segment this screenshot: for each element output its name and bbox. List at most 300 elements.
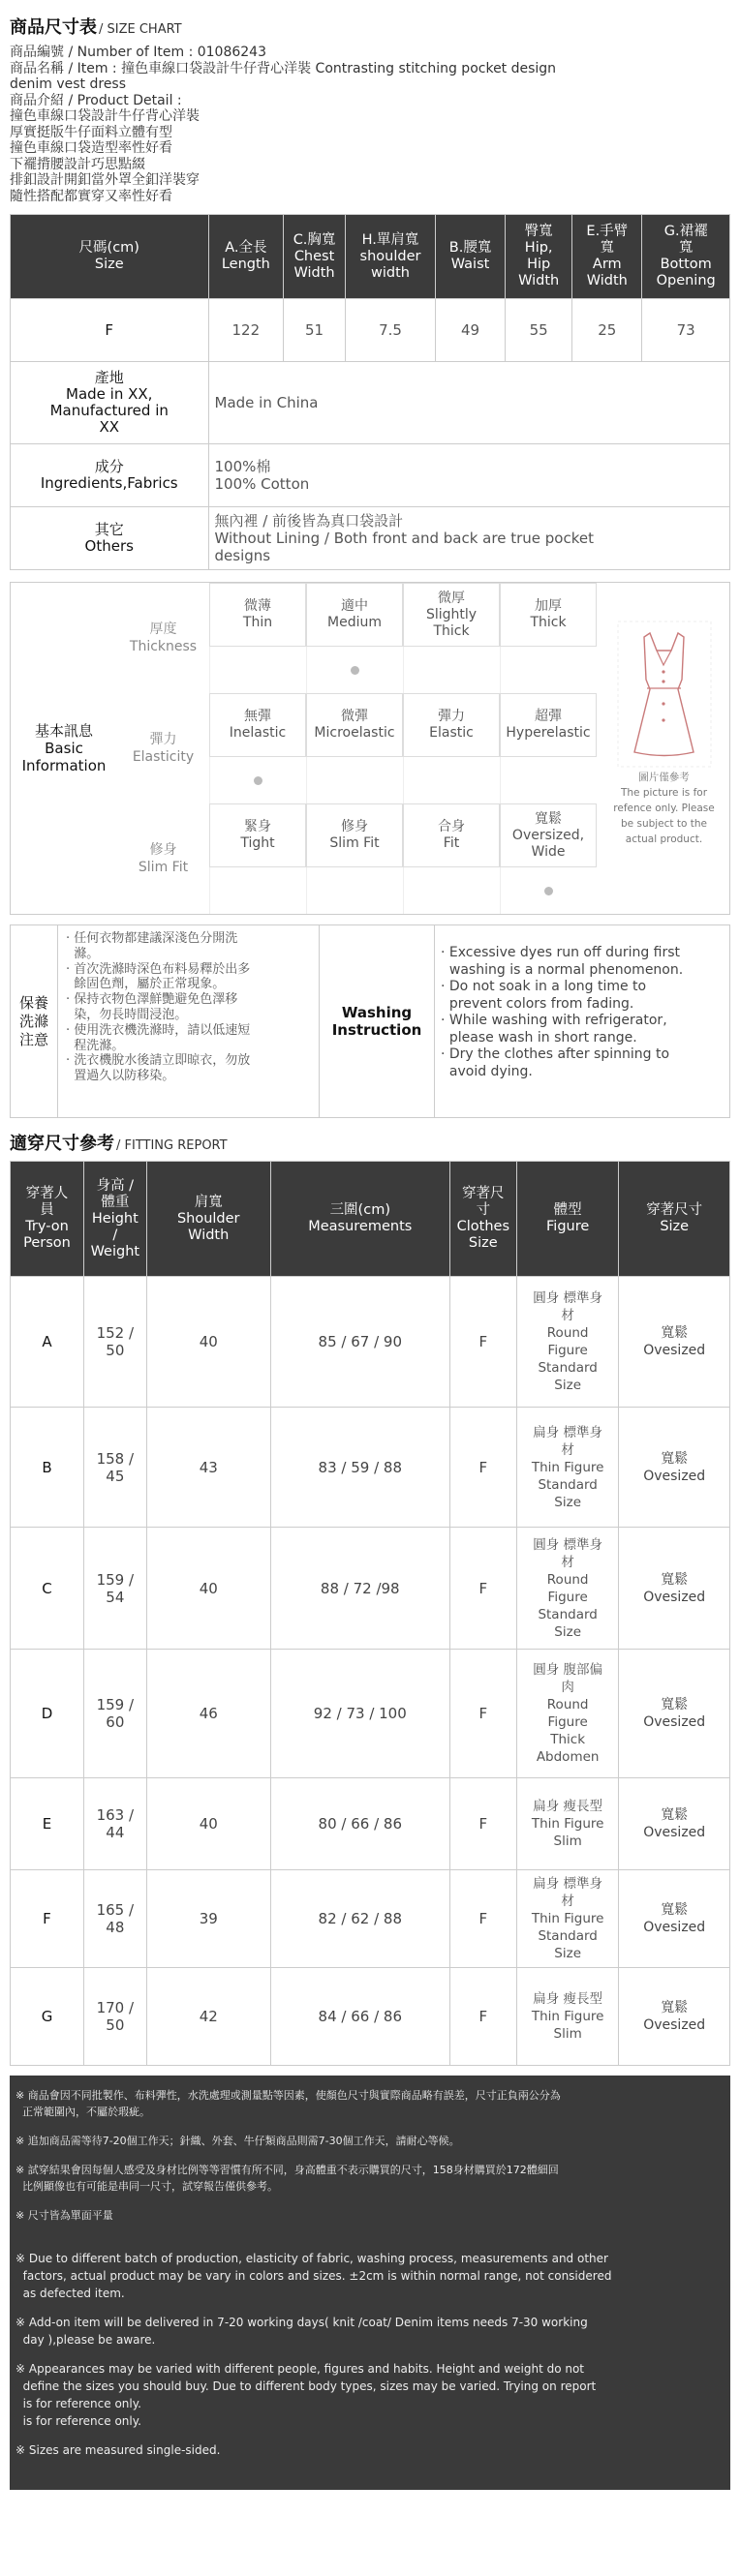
fitting-cell-text: Figure [547,1343,588,1358]
fitting-row [11,1778,730,1870]
fitting-cell-text: 扁身 瘦長型 [533,1991,603,2007]
fitting-header-cell [449,1162,516,1277]
size-header-text: Bottom [660,257,712,272]
fitting-cell [11,1778,84,1870]
fitting-header-text: Figure [546,1219,590,1234]
basic-info-panel [10,582,730,915]
size-header-text: Width [586,273,628,288]
fitting-cell [270,1968,449,2066]
fitting-cell-text: D [41,1705,53,1722]
size-header-text: Arm [592,257,622,272]
fitting-cell-text: 50 [106,1342,125,1359]
disclaimer-line: ※ 試穿結果會因每個人感受及身材比例等等習慣有所不同，身高體重不表示購買的尺寸，158身材購買於172體細回 [15,2164,559,2176]
fitting-header-text: 體型 [553,1202,582,1218]
attribute-option-text: Hyperelastic [506,725,591,741]
attribute-option-text: Tight [240,835,275,851]
fitting-header-text: 穿著尺 [462,1186,505,1201]
attribute-option-text: Elastic [429,725,474,741]
fitting-cell [619,1870,730,1968]
size-header-text: Length [221,257,270,272]
fitting-cell [516,1528,618,1650]
attribute-option [403,803,500,867]
size-label-cell: F [11,299,209,362]
fitting-cell-text: 50 [106,2016,125,2034]
size-header-text: 寬 [600,240,615,256]
fitting-cell-text: 84 / 66 / 86 [318,2008,402,2025]
size-table-row [11,299,730,362]
size-header-cell [436,215,506,299]
fitting-cell-text: 92 / 73 / 100 [313,1705,407,1722]
fitting-cell-text: 82 / 62 / 88 [318,1910,402,1927]
fitting-header-text: Clothes [456,1219,509,1234]
fitting-header-cell [270,1162,449,1277]
fitting-row [11,1408,730,1528]
fitting-cell-text: 扁身 瘦長型 [533,1799,603,1814]
fitting-cell-text: Round [546,1697,589,1712]
fitting-cell-text: Figure [547,1589,588,1605]
fitting-cell [516,1408,618,1528]
attribute-option [209,803,306,867]
disclaimer-line: ※ Add-on item will be delivered in 7-20 working days( knit /coat/ Denim items needs 7-30 working [15,2316,588,2329]
washing-panel [10,924,730,1118]
fitting-cell-text: Standard [538,1476,598,1493]
disclaimer-line: is for reference only. [15,2414,141,2428]
fitting-cell-text: 扁身 標準身 [533,1424,603,1440]
attribute-indicator-cell [209,647,306,693]
size-header-text: width [371,264,410,281]
fitting-cell [516,1968,618,2066]
fitting-cell-text: 圓身 腹部偏 [533,1662,603,1678]
attribute-option-text: 無彈 [244,709,271,724]
care-en-line: · Excessive dyes run off during first [441,945,681,960]
fitting-header-cell [84,1162,147,1277]
fitting-cell-text: 44 [106,1824,125,1841]
fitting-header-text: Size [468,1235,498,1251]
disclaimer-line: define the sizes you should buy. Due to different body types, sizes may be varied. Trying on report [15,2379,597,2393]
disclaimer-panel [10,2076,730,2490]
fitting-header-text: 寸 [476,1202,491,1218]
attribute-option-text: Thick [530,615,567,630]
product-info-line: 商品編號 / Number of Item : 01086243 [10,45,266,60]
fitting-cell [619,1650,730,1778]
size-value-cell: 122 [208,299,284,362]
fitting-cell-text: 159 / [96,1696,135,1713]
fitting-header-text: Weight [90,1243,140,1259]
attribute-label-text: 修身 [149,842,177,858]
care-zh-line: 程洗滌。 [66,1038,125,1053]
attribute-indicator-cell [500,867,597,914]
fitting-cell [619,1968,730,2066]
care-zh-line: 染，勿長時間浸泡。 [66,1007,188,1022]
attribute-indicator-cell [403,867,500,914]
disclaimer-line: as defected item. [15,2287,125,2300]
fitting-cell-text: Figure [547,1714,588,1730]
fitting-cell [449,1277,516,1408]
fitting-cell-text: Ovesized [643,1825,706,1840]
fitting-cell-text: Standard [538,1928,598,1944]
fitting-row [11,1650,730,1778]
attribute-option [209,693,306,757]
fitting-cell [619,1778,730,1870]
fitting-cell [146,1778,270,1870]
care-label-text: 注意 [18,1030,48,1048]
attribute-label [117,693,209,803]
size-chart-title-zh: 商品尺寸表 [10,17,97,38]
fitting-cell [516,1778,618,1870]
others-value-text: 無內裡 / 前後皆為真口袋設計 [214,512,404,530]
care-en-line: prevent colors from fading. [441,995,634,1012]
product-info-line: 撞色車線口袋造型率性好看 [10,140,172,156]
fitting-cell [449,1408,516,1528]
disclaimer-en-item [15,2250,723,2302]
care-en-line: · Dry the clothes after spinning to [441,1046,670,1062]
product-info-line: 隨性搭配都實穿又率性好看 [10,188,172,204]
fitting-cell [516,1277,618,1408]
product-info-line: 商品名稱 / Item : 撞色車線口袋設計牛仔背心洋裝 Contrasting stitching pocket design [10,60,557,76]
fitting-cell-text: 43 [199,1458,218,1476]
fitting-cell [84,1650,147,1778]
size-header-cell [642,215,730,299]
fitting-cell-text: 46 [199,1705,218,1722]
size-header-text: H.單肩寬 [361,231,419,248]
care-en-line: · Do not soak in a long time to [441,979,647,994]
care-en-line: · While washing with refrigerator, [441,1013,667,1028]
page [10,14,730,2490]
origin-label-text: Manufactured in [49,402,169,419]
others-label-text: 其它 [94,521,124,538]
attribute-option-text: 修身 [341,819,368,834]
fitting-cell-text: Slim [553,1834,582,1849]
origin-label [11,362,209,444]
others-value-text: Without Lining / Both front and back are true pocket [214,530,594,547]
fitting-cell-text: 材 [561,1308,574,1323]
product-info-line: 撞色車線口袋設計牛仔背心洋裝 [10,108,200,124]
fitting-cell-text: 寬鬆 [661,1450,689,1467]
fitting-header-text: Width [188,1227,230,1243]
origin-label-text: Made in XX, [66,385,153,403]
fitting-cell-text: C [42,1579,52,1597]
attribute-option-text: 適中 [341,598,368,614]
attribute-option-text: Wide [531,843,566,860]
fitting-header-text: Measurements [308,1219,413,1234]
fitting-row [11,1277,730,1408]
product-info [10,45,730,204]
fitting-cell-text: Size [554,1623,581,1640]
disclaimer-line: is for reference only. [15,2397,141,2410]
attribute-indicator-cell [306,647,403,693]
fitting-row [11,1528,730,1650]
attribute-option [306,583,403,647]
disclaimer-line: ※ Appearances may be varied with different people, figures and habits. Height and weight do not [15,2362,585,2376]
fitting-cell-text: 159 / [96,1570,135,1589]
picture-note-text: actual product. [625,833,703,845]
disclaimer-line: ※ Sizes are measured single-sided. [15,2443,221,2457]
care-zh-line: · 任何衣物都建議深淺色分開洗 [66,931,238,946]
basic-info-grid [117,583,597,914]
fitting-cell-text: Ovesized [643,1589,706,1605]
dress-sketch-area [597,583,731,914]
disclaimer-line: factors, actual product may be vary in colors and sizes. ±2cm is within normal range, not considered [15,2269,612,2283]
fitting-cell-text: 材 [561,1554,574,1570]
fitting-cell [146,1277,270,1408]
others-row [11,507,730,570]
size-header-text: Width [293,264,335,281]
attribute-option-text: Thick [433,622,470,639]
basic-label-text: Information [21,757,107,774]
fitting-cell-text: 40 [199,1815,218,1833]
fitting-cell [84,1870,147,1968]
fitting-cell-text: Thick [550,1732,586,1747]
picture-note-text: refence only. Please [613,803,715,814]
attribute-option [500,583,597,647]
fitting-cell-text: 152 / [96,1324,135,1342]
fitting-cell-text: 寬鬆 [661,2000,689,2015]
size-header-text: Size [94,257,124,272]
attribute-indicator-cell [306,757,403,803]
fitting-cell [270,1778,449,1870]
attribute-label [117,583,209,693]
attribute-option [500,803,597,867]
attribute-indicator-cell [500,757,597,803]
size-header-text: 寬 [678,240,694,256]
fitting-header-text: 穿著尺寸 [646,1202,703,1218]
disclaimer-zh-item [15,2087,723,2120]
care-zh-line: · 使用洗衣機洗滌時，請以低速短 [66,1022,251,1038]
size-value-cell: 51 [284,299,346,362]
attribute-label-text: 厚度 [149,621,177,637]
size-header-text: Hip [527,257,551,272]
care-en-list [435,925,731,1117]
fitting-cell-text: 85 / 67 / 90 [318,1333,402,1350]
origin-row [11,362,730,444]
fitting-row [11,1870,730,1968]
care-en-line: avoid dying. [441,1063,533,1079]
attribute-option-text: 微薄 [244,598,271,614]
attribute-option-text: Microelastic [314,725,395,741]
size-header-text: C.胸寬 [293,231,336,248]
size-value-cell: 55 [506,299,572,362]
basic-label-text: 基本訊息 [34,722,93,740]
size-value-cell: 7.5 [345,299,435,362]
selected-dot-icon [544,887,553,895]
fitting-cell-text: Abdomen [536,1749,600,1765]
disclaimer-line: ※ 尺寸皆為單面平量 [15,2209,113,2222]
attribute-option [403,583,500,647]
fitting-cell [11,1408,84,1528]
disclaimer-line: 比例顯像也有可能是串同一尺寸，試穿報告僅供參考。 [15,2180,278,2193]
fitting-cell-text: 40 [199,1579,218,1597]
size-header-cell [572,215,642,299]
attribute-option [306,803,403,867]
fitting-cell [449,1870,516,1968]
care-title-text: Washing [341,1004,413,1021]
disclaimer-line: ※ 商品會因不同批製作、布料彈性，水洗處理或測量點等因素，使顏色尺寸與實際商品略有誤差，尺寸正負兩公分為 [15,2089,561,2102]
fitting-cell [270,1528,449,1650]
fitting-cell-text: 圓身 標準身 [533,1290,603,1306]
care-zh-line: 餘固色劑，屬於正常現象。 [66,977,226,992]
others-label [11,507,209,570]
care-zh-line: · 保持衣物色澤鮮艷避免色澤移 [66,992,238,1008]
care-en-line: washing is a normal phenomenon. [441,961,684,978]
fitting-cell-text: Size [554,1494,581,1510]
fitting-cell-text: 寬鬆 [661,1807,689,1823]
fitting-cell [84,1277,147,1408]
care-label-text: 洗滌 [18,1012,48,1030]
product-info-line: 厚實挺版牛仔面料立體有型 [10,124,172,140]
picture-note-text: The picture is for [620,787,708,799]
fitting-cell [619,1277,730,1408]
attribute-label-text: 彈力 [149,732,177,747]
disclaimer-en-item [15,2314,723,2349]
fitting-cell-text: F [478,1579,488,1597]
attribute-option-text: 彈力 [438,709,465,724]
attribute-label-text: Thickness [129,639,198,654]
fitting-cell-text: F [478,1705,488,1722]
care-label [11,925,57,1117]
size-chart-title [10,14,730,39]
fitting-row [11,1968,730,2066]
disclaimer-zh-item [15,2162,723,2195]
disclaimer-en-item [15,2441,723,2459]
attribute-option [500,693,597,757]
fitting-cell-text: Thin Figure [531,1459,604,1475]
fitting-cell-text: 88 / 72 /98 [320,1579,400,1597]
fitting-cell-text: F [478,1815,488,1833]
fitting-header-cell [11,1162,84,1277]
size-header-cell [11,215,209,299]
fitting-cell-text: F [43,1910,51,1927]
fitting-cell-text: A [42,1333,52,1350]
fitting-cell [449,1528,516,1650]
fitting-cell [84,1408,147,1528]
fitting-cell-text: 圓身 標準身 [533,1536,603,1553]
fitting-cell [619,1408,730,1528]
fitting-cell-text: Standard [538,1360,598,1376]
attribute-option-text: 超彈 [535,709,562,724]
fitting-header-cell [619,1162,730,1277]
fitting-cell-text: F [478,2008,488,2025]
attribute-indicator-cell [403,647,500,693]
disclaimer-line: 正常範圍內，不屬於瑕疵。 [15,2106,150,2118]
fitting-cell [516,1870,618,1968]
fitting-cell-text: 48 [106,1919,125,1936]
fitting-header-text: Height [91,1210,139,1227]
fitting-cell-text: F [478,1458,488,1476]
size-header-cell [506,215,572,299]
care-en-line: please wash in short range. [441,1029,637,1046]
size-header-text: G.裙襬 [663,224,708,239]
origin-value: Made in China [208,362,730,444]
size-table-header [11,215,730,299]
fitting-cell-text: 肉 [561,1680,574,1695]
attribute-option-text: Oversized, [511,827,585,843]
care-zh-line: 滌。 [66,946,100,961]
fitting-cell-text: Ovesized [643,1714,706,1730]
attribute-option-text: Slightly [425,606,478,622]
attribute-label-text: Slim Fit [138,860,189,875]
fitting-cell [146,1408,270,1528]
fitting-cell-text: Ovesized [643,1468,706,1484]
fitting-cell-text: G [41,2008,53,2025]
fitting-cell-text: Thin Figure [531,1816,604,1832]
fitting-cell [449,1650,516,1778]
disclaimer-en-item [15,2360,723,2430]
fitting-cell [11,1277,84,1408]
fitting-header-text: 員 [40,1202,54,1218]
fitting-header-text: Person [23,1235,71,1251]
fitting-header-text: 身高 / [96,1177,135,1194]
attribute-option-text: 合身 [438,819,465,834]
fitting-cell [270,1650,449,1778]
size-header-text: Waist [450,257,490,272]
attribute-option-text: 微厚 [438,590,465,606]
size-header-text: A.全長 [225,240,267,256]
disclaimer-line: ※ 追加商品需等待7-20個工作天；針織、外套、牛仔類商品則需7-30個工作天，請耐心等候。 [15,2135,460,2147]
picture-note-text: 圖片僅參考 [638,772,690,783]
size-table [10,214,730,570]
origin-label-text: 產地 [94,369,124,386]
size-header-text: E.手臂 [586,224,629,239]
size-header-text: Hip, [524,240,553,256]
fitting-cell-text: 45 [106,1467,125,1485]
attribute-label [117,803,209,914]
fitting-cell-text: Size [554,1946,581,1961]
fitting-header-text: / [112,1227,118,1243]
disclaimer-zh-item [15,2133,723,2149]
fabric-row [11,444,730,507]
basic-info-label [11,583,117,914]
fitting-cell-text: 60 [106,1713,125,1731]
fabric-value-text: 100%棉 [214,458,271,475]
size-header-text: 臀寬 [524,224,553,239]
fitting-title [10,1130,730,1155]
attribute-label-text: Elasticity [132,749,195,765]
attribute-option-text: 寬鬆 [535,810,562,827]
fitting-cell [11,1968,84,2066]
fabric-label [11,444,209,507]
fitting-cell-text: Round [546,1571,589,1588]
fitting-cell-text: 163 / [96,1806,135,1824]
fitting-header-cell [516,1162,618,1277]
care-zh-line: · 首次洗滌時深色布料易釋於出多 [66,961,251,977]
attribute-option [306,693,403,757]
size-header-text: shoulder [359,248,421,264]
fitting-cell-text: 寬鬆 [661,1325,689,1341]
fitting-table [10,1161,730,2066]
fitting-cell [449,1778,516,1870]
fitting-cell-text: 寬鬆 [661,1571,689,1588]
disclaimer-zh-item [15,2207,723,2224]
size-header-cell [284,215,346,299]
fitting-header-text: 三圍(cm) [329,1202,390,1218]
fitting-header-cell [146,1162,270,1277]
attribute-option [209,583,306,647]
fabric-value-text: 100% Cotton [214,475,310,493]
fitting-cell-text: 165 / [96,1901,135,1919]
size-value-cell: 73 [642,299,730,362]
size-header-text: B.腰寬 [448,240,492,256]
fitting-title-en: / FITTING REPORT [116,1138,228,1153]
care-label-text: 保養 [18,993,48,1012]
attribute-indicator-cell [500,647,597,693]
fitting-cell [270,1870,449,1968]
fitting-cell [270,1408,449,1528]
picture-note-text: be subject to the [621,818,707,830]
attribute-option [403,693,500,757]
others-value-text: designs [214,547,271,564]
care-zh-line: · 洗衣機脫水後請立即晾衣，勿放 [66,1053,251,1069]
fabric-value [208,444,730,507]
